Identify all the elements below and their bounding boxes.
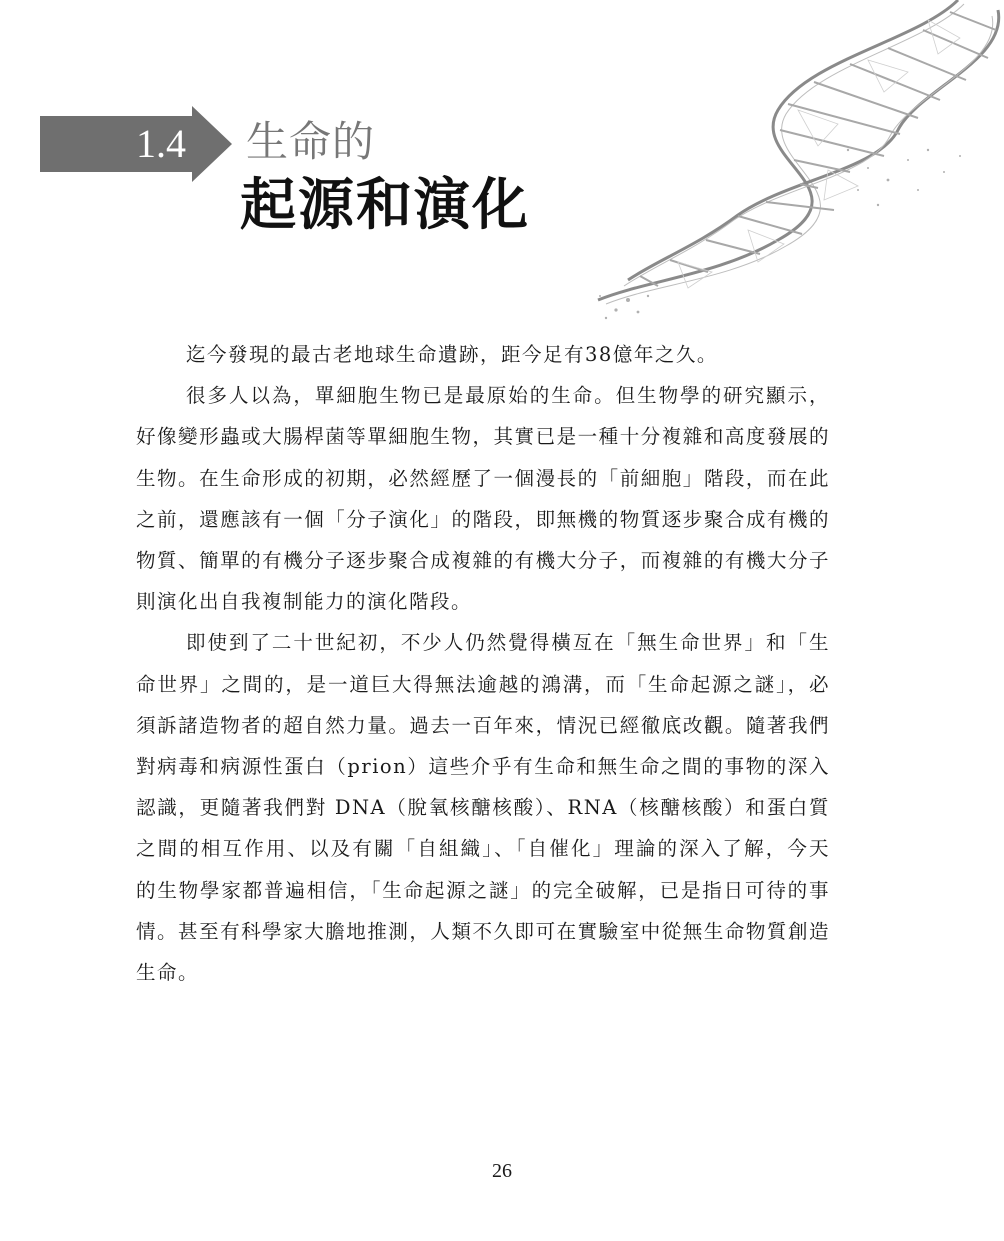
chapter-tab [40,106,232,182]
chapter-title-line1: 生命的 [246,117,376,166]
chapter-title-line2: 起源和演化 [240,172,530,238]
paragraph-3: 即使到了二十世紀初，不少人仍然覺得橫亙在「無生命世界」和「生命世界」之間的，是一道巨大得無法逾越的鴻溝，而「生命起源之謎」，必須訴諸造物者的超自然力量。過去一百年來，情況已經徹底改觀。隨著我們對病毒和病源性蛋白（prion）這些介乎有生命和無生命之間的事物的深入認識，更隨著我們對 DNA（脫氧核醣核酸）、RNA（核醣核酸）和蛋白質之間的相互作用、以及有關「自組織」、「自催化」理論的深入了解，今天的生物學家都普遍相信，「生命起源之謎」的完全破解，已是指日可待的事情。甚至有科學家大膽地推測，人類不久即可在實驗室中從無生命物質創造生命。 [136,631,830,985]
dna-helix-icon [588,0,1004,330]
page-number: 26 [492,1160,512,1182]
chapter-number: 1.4 [136,121,186,166]
paragraph-2: 很多人以為，單細胞生物已是最原始的生命。但生物學的研究顯示，好像變形蟲或大腸桿菌等單細胞生物，其實已是一種十分複雜和高度發展的生物。在生命形成的初期，必然經歷了一個漫長的「前細胞」階段，而在此之前，還應該有一個「分子演化」的階段，即無機的物質逐步聚合成有機的物質、簡單的有機分子逐步聚合成複雜的有機大分子，而複雜的有機大分子則演化出自我複制能力的演化階段。 [136,384,830,614]
paragraph-1: 迄今發現的最古老地球生命遺跡，距今足有38億年之久。 [186,343,718,366]
body-text [136,334,830,993]
